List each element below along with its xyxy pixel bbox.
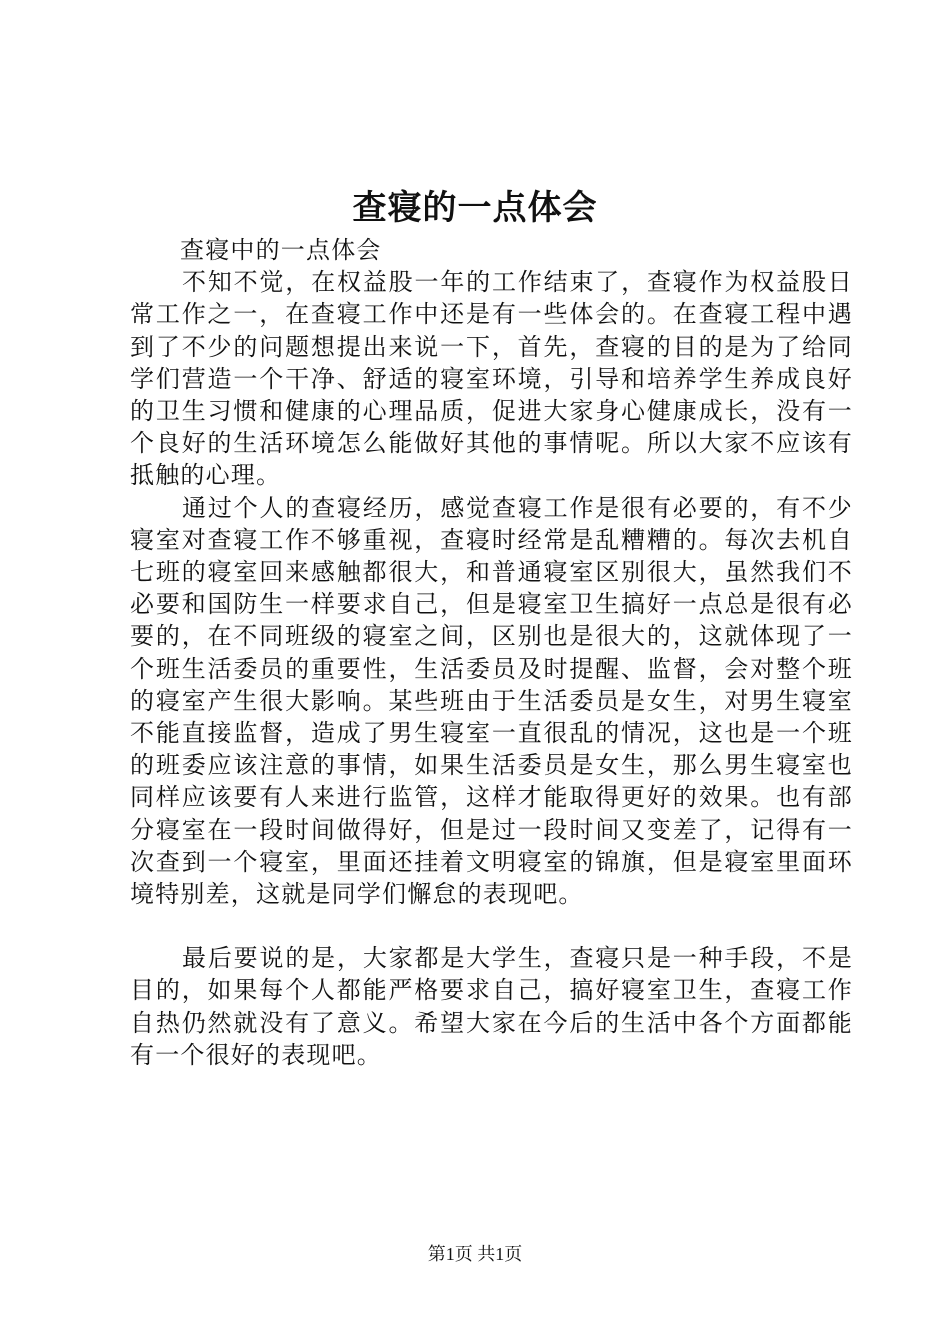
paragraph-1: 不知不觉，在权益股一年的工作结束了，查寝作为权益股日常工作之一，在查寝工作中还是有一些体会的。在查寝工程中遇到了不少的问题想提出来说一下，首先，查寝的目的是为了给同学们营造一个干净、舒适的寝室环境，引导和培养学生养成良好的卫生习惯和健康的心理品质，促进大家身心健康成长，没有一个良好的生活环境怎么能做好其他的事情呢。所以大家不应该有抵触的心理。 bbox=[130, 268, 853, 490]
paragraph-3: 最后要说的是，大家都是大学生，查寝只是一种手段，不是目的，如果每个人都能严格要求自己，搞好寝室卫生，查寝工作自热仍然就没有了意义。希望大家在今后的生活中各个方面都能有一个很好的表现吧。 bbox=[130, 944, 853, 1069]
page-title: 查寝的一点体会 bbox=[352, 188, 598, 228]
paragraph-spacer bbox=[130, 910, 853, 942]
document-subtitle: 查寝中的一点体会 bbox=[180, 236, 382, 264]
document-body bbox=[130, 234, 853, 1071]
page-footer: 第1页 共1页 bbox=[427, 1244, 523, 1264]
paragraph-2: 通过个人的查寝经历，感觉查寝工作是很有必要的，有不少寝室对查寝工作不够重视，查寝时经常是乱糟糟的。每次去机自七班的寝室回来感触都很大，和普通寝室区别很大，虽然我们不必要和国防生一样要求自己，但是寝室卫生搞好一点总是很有必要的，在不同班级的寝室之间，区别也是很大的，这就体现了一个班生活委员的重要性，生活委员及时提醒、监督，会对整个班的寝室产生很大影响。某些班由于生活委员是女生，对男生寝室不能直接监督，造成了男生寝室一直很乱的情况，这也是一个班的班委应该注意的事情，如果生活委员是女生，那么男生寝室也同样应该要有人来进行监管，这样才能取得更好的效果。也有部分寝室在一段时间做得好，但是过一段时间又变差了，记得有一次查到一个寝室，里面还挂着文明寝室的锦旗，但是寝室里面环境特别差，这就是同学们懈怠的表现吧。 bbox=[130, 493, 853, 909]
